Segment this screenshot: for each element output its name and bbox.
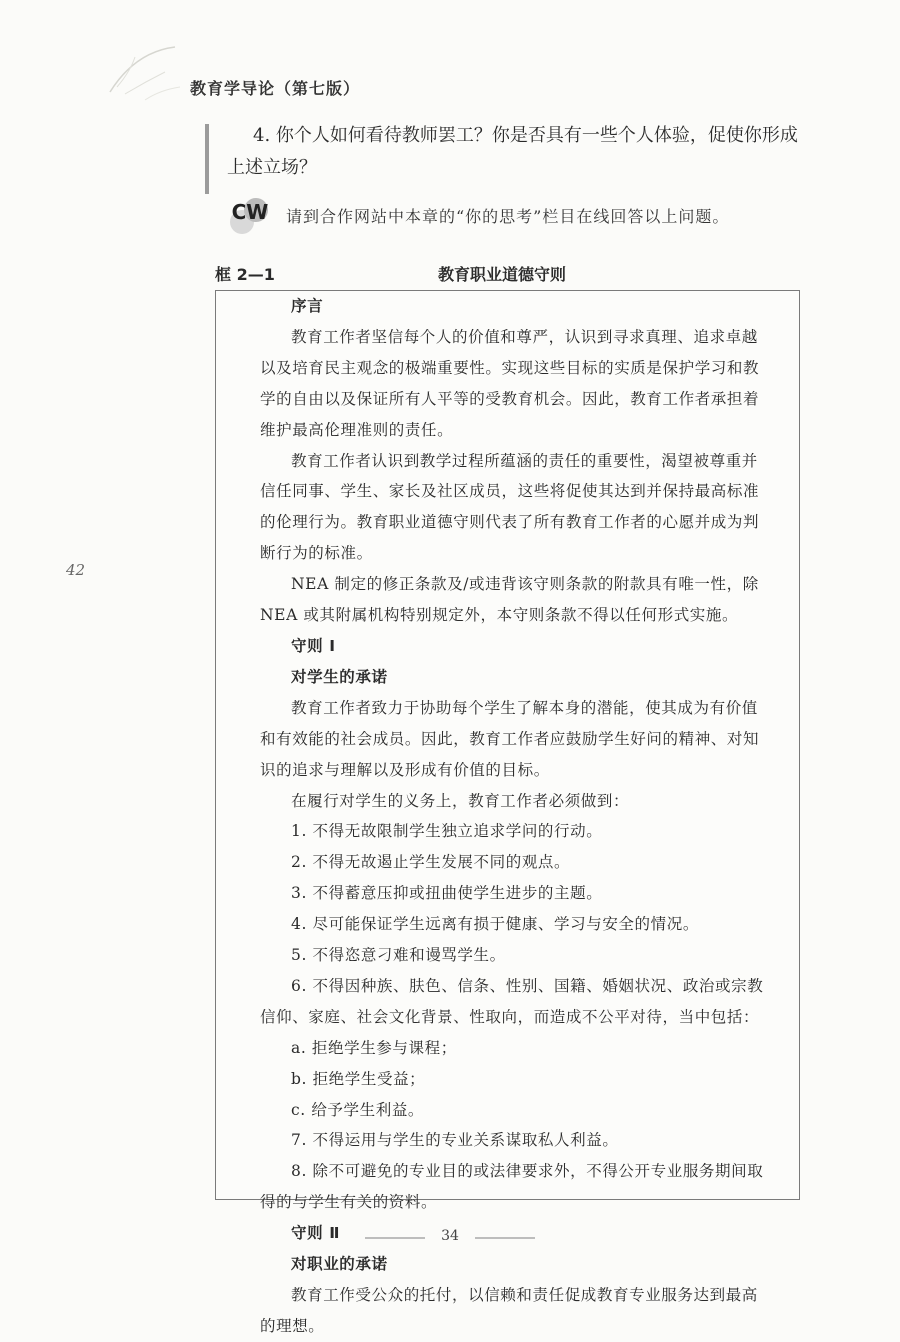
discussion-question (205, 120, 815, 184)
box-text-line: NEA 或其附属机构特别规定外，本守则条款不得以任何形式实施。 (260, 606, 739, 625)
box-text-line: 2. 不得无故遏止学生发展不同的观点。 (291, 853, 571, 872)
svg-text:CW: CW (231, 200, 269, 224)
margin-number: 42 (66, 561, 86, 579)
box-text-line: 识的追求与理解以及形成有价值的目标。 (260, 760, 550, 779)
box-text-line: 在履行对学生的义务上，教育工作者必须做到： (291, 791, 630, 810)
box-section-heading: 序言 (291, 297, 324, 315)
box-text-line: 和有效能的社会成员。因此，教育工作者应鼓励学生好问的精神、对知 (260, 729, 760, 748)
box-label: 框 2—1 (215, 265, 275, 284)
question-side-bar (205, 124, 209, 194)
box-section-heading: 守则 I (291, 636, 336, 655)
box-text-line: 断行为的标准。 (260, 544, 373, 563)
box-text-line: 教育工作受公众的托付，以信赖和责任促成教育专业服务达到最高 (291, 1286, 758, 1304)
box-text-line: 4. 尽可能保证学生远离有损于健康、学习与安全的情况。 (291, 915, 699, 934)
box-text-line: 教育工作者认识到教学过程所蕴涵的责任的重要性，渴望被尊重并 (291, 451, 758, 470)
box-text-line: 教育工作者坚信每个人的价值和尊严，认识到寻求真理、追求卓越 (291, 327, 758, 346)
cw-icon (226, 192, 274, 242)
page-footer (360, 1226, 540, 1250)
box-text-line: c. 给予学生利益。 (291, 1100, 425, 1119)
box-text-line: 1. 不得无故限制学生独立追求学问的行动。 (291, 822, 603, 841)
page-number: 34 (441, 1228, 459, 1244)
box-section-heading: 对学生的承诺 (291, 667, 388, 686)
question-text: 4. 你个人如何看待教师罢工？你是否具有一些个人体验，促使你形成上述立场？ (227, 125, 798, 178)
box-text-line: 维护最高伦理准则的责任。 (260, 420, 454, 439)
box-text-line: b. 拒绝学生受益； (291, 1069, 426, 1088)
box-text-line: 7. 不得运用与学生的专业关系谋取私人利益。 (291, 1131, 619, 1150)
cw-note-text: 请到合作网站中本章的“你的思考”栏目在线回答以上问题。 (286, 207, 730, 226)
box-section-heading: 守则 Ⅱ (291, 1224, 341, 1243)
box-text-line: 教育工作者致力于协助每个学生了解本身的潜能，使其成为有价值 (291, 698, 758, 717)
running-head: 教育学导论（第七版） (190, 79, 361, 98)
box-text-line: a. 拒绝学生参与课程； (291, 1038, 457, 1057)
box-text-line: 的伦理行为。教育职业道德守则代表了所有教育工作者的心愿并成为判 (260, 513, 760, 532)
box-text-line: 5. 不得恣意刁难和谩骂学生。 (291, 946, 506, 965)
box-text-line: 信任同事、学生、家长及社区成员，这些将促使其达到并保持最高标准 (260, 482, 760, 501)
box-text-line: 的理想。 (260, 1316, 325, 1335)
box-title: 教育职业道德守则 (438, 265, 567, 284)
box-text-line: 8. 除不可避免的专业目的或法律要求外，不得公开专业服务期间取 (291, 1162, 764, 1181)
footer-right-rule (475, 1237, 535, 1239)
box-text-line: 6. 不得因种族、肤色、信条、性别、国籍、婚姻状况、政治或宗教 (291, 976, 764, 995)
header-leaf-ornament (105, 42, 185, 106)
box-content (260, 291, 782, 1342)
box-section-heading: 对职业的承诺 (291, 1255, 388, 1274)
box-text-line: 3. 不得蓄意压抑或扭曲使学生进步的主题。 (291, 884, 603, 903)
companion-website-note (226, 192, 826, 240)
box-text-line: 得的与学生有关的资料。 (260, 1193, 438, 1212)
box-text-line: NEA 制定的修正条款及/或违背该守则条款的附款具有唯一性，除 (291, 575, 759, 594)
box-text-line: 学的自由以及保证所有人平等的受教育机会。因此，教育工作者承担着 (260, 389, 760, 408)
box-text-line: 信仰、家庭、社会文化背景、性取向，而造成不公平对待，当中包括： (260, 1007, 760, 1026)
box-text-line: 以及培育民主观念的极端重要性。实现这些目标的实质是保护学习和教 (260, 358, 760, 377)
